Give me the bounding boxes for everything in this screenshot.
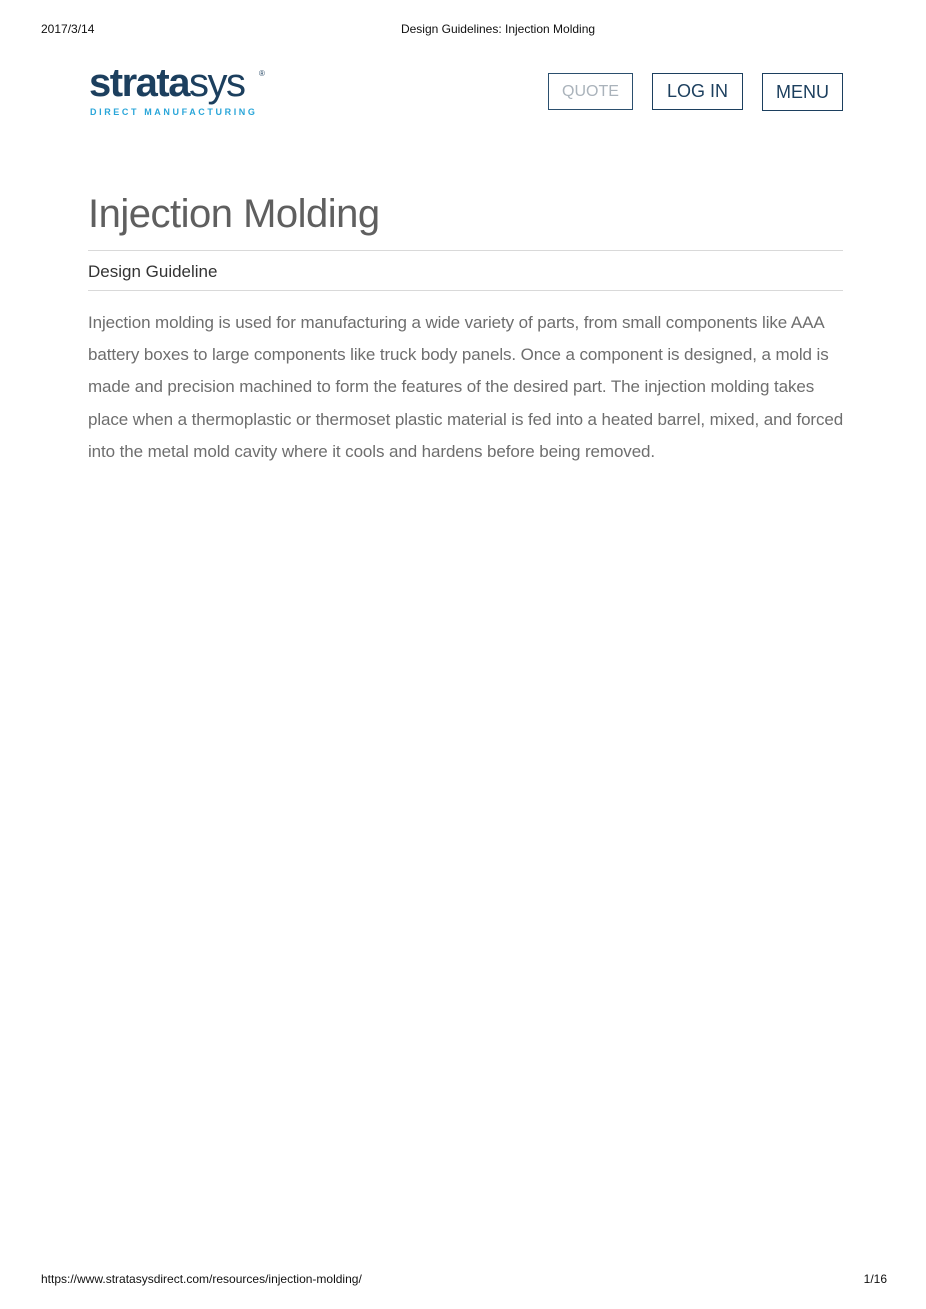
logo-tagline: DIRECT MANUFACTURING [90, 107, 258, 117]
login-button[interactable]: LOG IN [652, 73, 743, 110]
page-title: Injection Molding [88, 192, 380, 236]
page-subtitle: Design Guideline [88, 262, 218, 281]
print-page-number: 1/16 [863, 1272, 887, 1286]
print-header [0, 22, 926, 38]
quote-button[interactable]: QUOTE [548, 73, 633, 110]
intro-paragraph: Injection molding is used for manufacturing a wide variety of parts, from small components like AAA battery boxes to large components like truck body panels. Once a component is designed, a mold is made and precision machined to form the features of the desired part. The injection molding takes place when a thermoplastic or thermoset plastic material is fed into a heated barrel, mixed, and forced into the metal mold cavity where it cools and hardens before being removed. [88, 313, 844, 461]
logo-word-light: sys [188, 61, 245, 105]
logo-word-bold: strata [89, 61, 189, 105]
print-date: 2017/3/14 [41, 22, 95, 36]
logo-registered-mark: ® [259, 69, 265, 78]
title-divider [88, 250, 843, 251]
subtitle-divider [88, 290, 843, 291]
stratasys-logo[interactable] [89, 63, 269, 121]
print-footer [0, 1272, 926, 1288]
print-url: https://www.stratasysdirect.com/resources/injection-molding/ [41, 1272, 362, 1286]
menu-button[interactable]: MENU [762, 73, 843, 111]
print-page-title: Design Guidelines: Injection Molding [400, 22, 596, 36]
logo-wordmark [89, 63, 244, 103]
